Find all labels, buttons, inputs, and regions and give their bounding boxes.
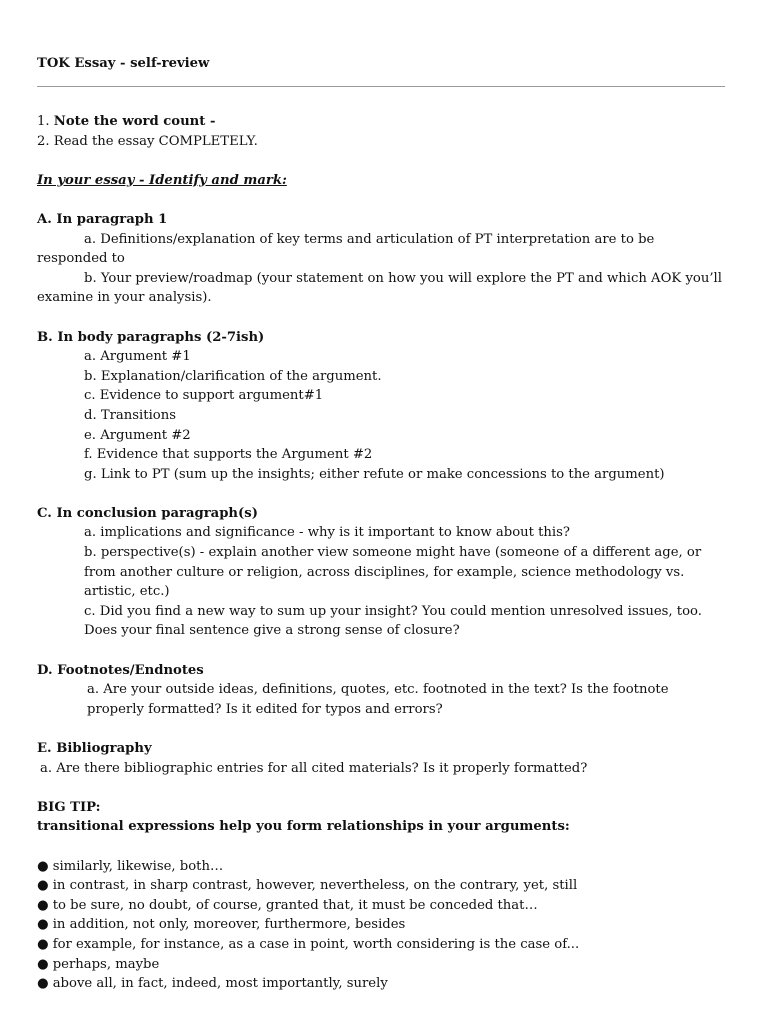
section-b-item: c. Evidence to support argument#1 xyxy=(84,388,324,404)
section-b-item: e. Argument #2 xyxy=(84,427,191,443)
section-e-item: a. Are there bibliographic entries for all cited materials? Is it properly formatted? xyxy=(40,760,588,776)
step-1 xyxy=(37,112,727,132)
section-b-item: g. Link to PT (sum up the insights; either refute or make concessions to the argument) xyxy=(84,466,665,482)
section-a-heading: A. In paragraph 1 xyxy=(37,211,168,227)
section-a-item: a. Definitions/explanation of key terms and articulation of PT interpretation are to be responded to xyxy=(37,231,655,267)
section-b-item: d. Transitions xyxy=(84,407,176,423)
tip-bullet: ● in addition, not only, moreover, furthermore, besides xyxy=(37,917,406,933)
instruction-heading: In your essay - Identify and mark: xyxy=(37,172,287,188)
section-b-item: f. Evidence that supports the Argument #2 xyxy=(84,447,373,463)
section-b-item: b. Explanation/clarification of the argument. xyxy=(84,368,382,384)
step-1-text: Note the word count - xyxy=(53,114,216,129)
section-c-heading: C. In conclusion paragraph(s) xyxy=(37,505,258,521)
tip-bullet: ● perhaps, maybe xyxy=(37,956,160,972)
tip-bullet: ● similarly, likewise, both… xyxy=(37,858,224,874)
document-body xyxy=(37,112,727,994)
tip-subheading: transitional expressions help you form relationships in your arguments: xyxy=(37,819,570,835)
section-b-item: a. Argument #1 xyxy=(84,349,191,365)
tip-bullet: ● in contrast, in sharp contrast, however, nevertheless, on the contrary, yet, still xyxy=(37,878,578,894)
horizontal-divider xyxy=(37,86,725,87)
section-b-heading: B. In body paragraphs (2-7ish) xyxy=(37,329,265,345)
tip-bullet: ● for example, for instance, as a case in point, worth considering is the case of... xyxy=(37,936,580,952)
section-e-heading: E. Bibliography xyxy=(37,741,152,756)
section-c-item: b. perspective(s) - explain another view someone might have (someone of a different age, or from another culture or religion, across disciplines, for example, science methodology vs. artistic, etc.) xyxy=(84,545,702,600)
step-1-number: 1. xyxy=(37,114,54,129)
tip-heading: BIG TIP: xyxy=(37,799,101,815)
section-c-item: c. Did you find a new way to sum up your insight? You could mention unresolved issues, too. Does your final sentence give a strong sense of closure? xyxy=(84,603,702,639)
document-title: TOK Essay - self-review xyxy=(37,56,210,71)
tip-bullet: ● to be sure, no doubt, of course, granted that, it must be conceded that… xyxy=(37,897,538,913)
section-d-heading: D. Footnotes/Endnotes xyxy=(37,662,204,678)
section-c-item: a. implications and significance - why is it important to know about this? xyxy=(84,525,570,541)
step-2: 2. Read the essay COMPLETELY. xyxy=(37,133,258,149)
section-a-item: b. Your preview/roadmap (your statement on how you will explore the PT and which AOK you’ll examine in your analysis). xyxy=(37,270,722,306)
section-d-item: a. Are your outside ideas, definitions, quotes, etc. footnoted in the text? Is the footnote properly formatted? Is it edited for typos and errors? xyxy=(87,682,669,717)
tip-bullet: ● above all, in fact, indeed, most importantly, surely xyxy=(37,976,388,992)
